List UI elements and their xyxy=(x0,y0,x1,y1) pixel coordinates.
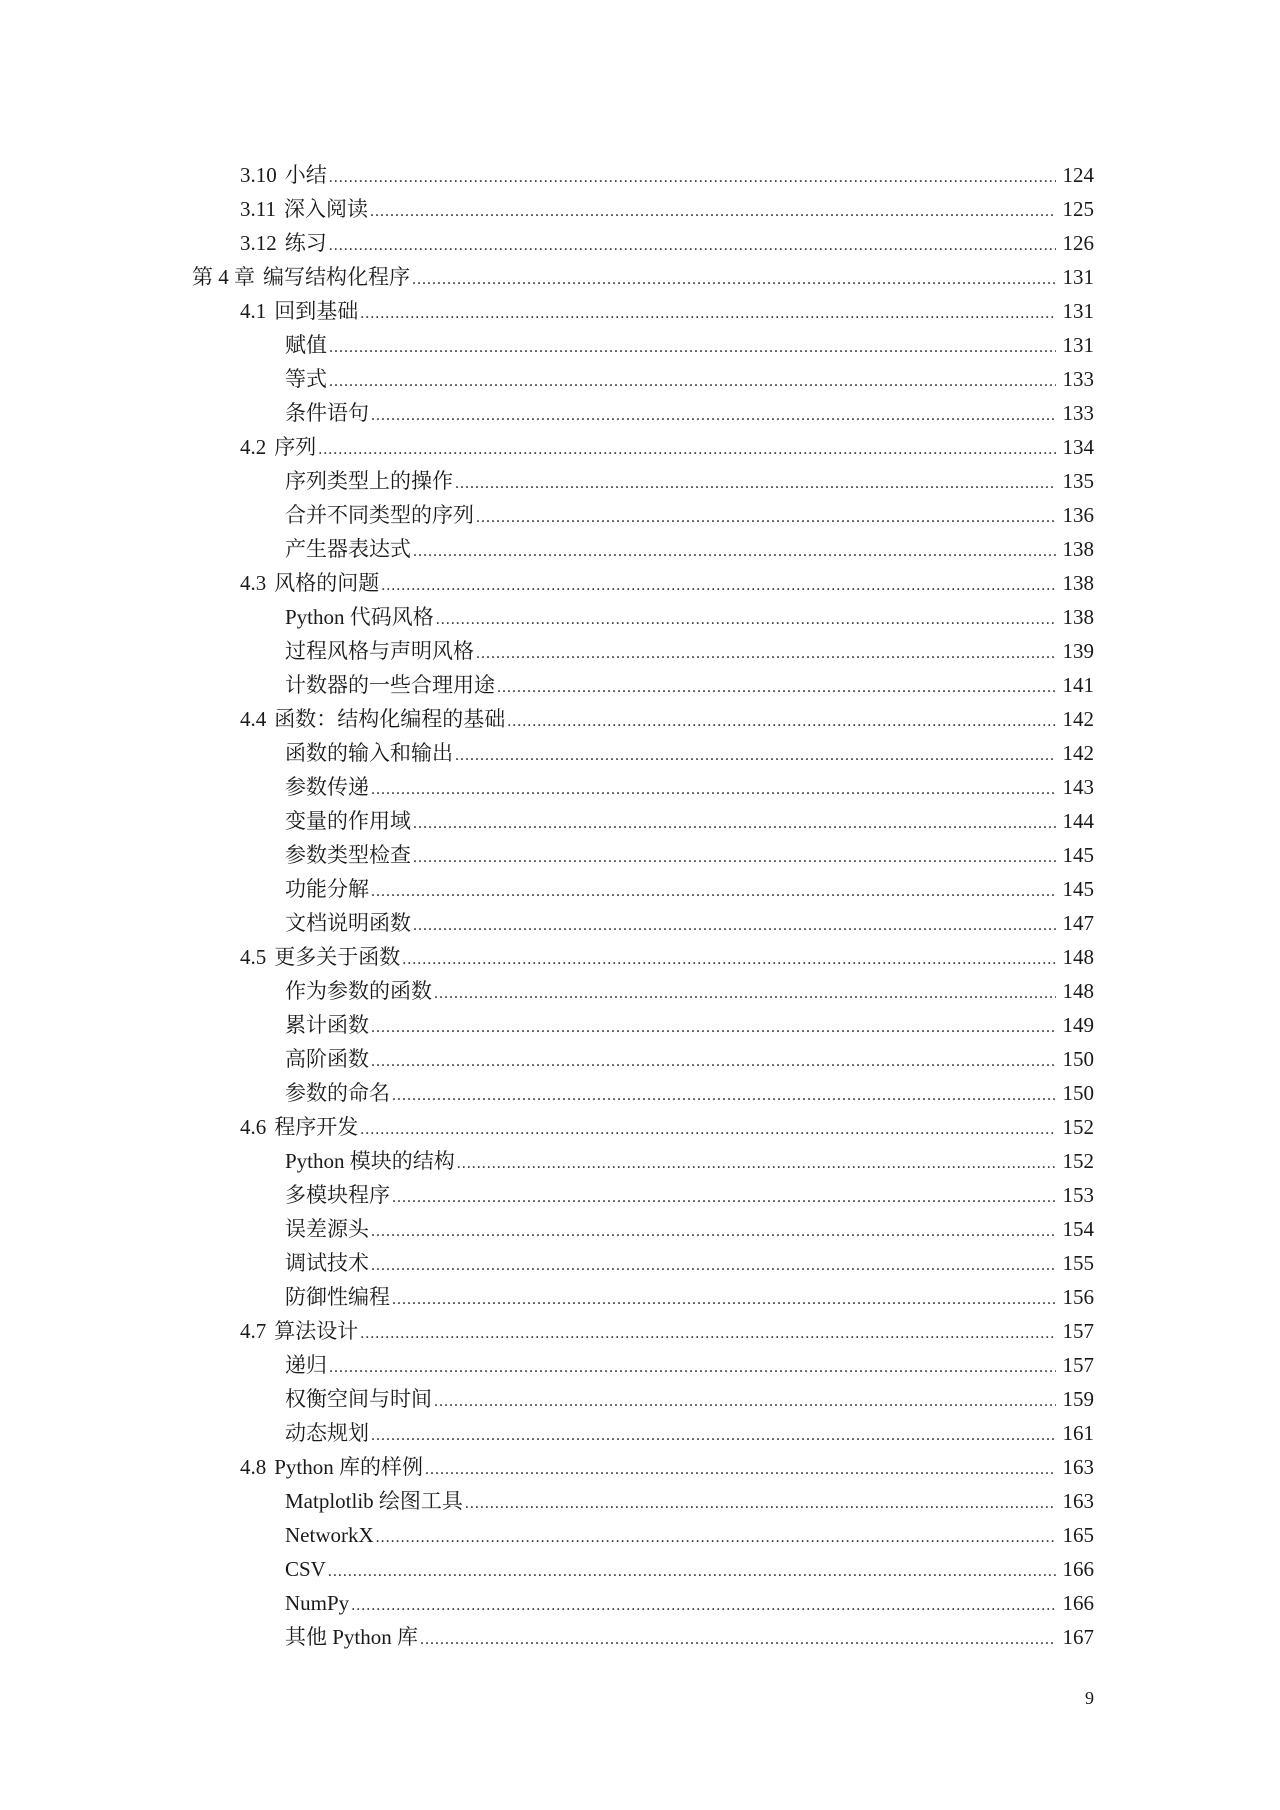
dot-leader xyxy=(371,875,1056,909)
toc-entry xyxy=(0,804,1280,838)
toc-entry-page: 152 xyxy=(1062,1149,1094,1173)
toc-entry-title: 算法设计 xyxy=(274,1319,359,1343)
toc-entry xyxy=(0,532,1280,566)
dot-leader xyxy=(413,841,1056,875)
toc-entry-label xyxy=(285,1076,392,1110)
toc-entry-number: 4.4 xyxy=(240,707,267,731)
dot-leader xyxy=(371,1045,1056,1079)
toc-entry xyxy=(0,566,1280,600)
dot-leader xyxy=(360,297,1056,331)
toc-entry xyxy=(0,906,1280,940)
dot-leader xyxy=(371,1249,1056,1283)
toc-entry xyxy=(0,362,1280,396)
toc-entry-title: 函数的输入和输出 xyxy=(285,741,453,765)
toc-entry xyxy=(0,1110,1280,1144)
dot-leader xyxy=(455,739,1056,773)
toc-entry-label xyxy=(240,566,381,600)
dot-leader xyxy=(413,909,1056,943)
toc-entry-label xyxy=(285,736,455,770)
toc-entry-page: 166 xyxy=(1062,1557,1094,1581)
toc-entry-number: 3.12 xyxy=(240,231,277,255)
toc-entry-page: 134 xyxy=(1062,435,1094,459)
toc-entry-page: 144 xyxy=(1062,809,1094,833)
toc-entry-label xyxy=(285,1144,457,1178)
toc-entry-label xyxy=(285,1042,371,1076)
toc-entry-label xyxy=(285,668,497,702)
toc-entry-page: 135 xyxy=(1062,469,1094,493)
toc-entry-title: 参数类型检查 xyxy=(285,843,411,867)
toc-entry-page: 145 xyxy=(1062,877,1094,901)
toc-entry-page: 131 xyxy=(1062,333,1094,357)
toc-entry-page: 142 xyxy=(1062,707,1094,731)
toc-entry xyxy=(0,192,1280,226)
toc-entry-title: 深入阅读 xyxy=(283,197,368,221)
toc-entry-number: 4.2 xyxy=(240,435,267,459)
toc-entry xyxy=(0,1246,1280,1280)
dot-leader xyxy=(328,1555,1056,1589)
toc-entry-label xyxy=(285,1552,328,1586)
toc-entry-page: 138 xyxy=(1062,537,1094,561)
toc-entry-title: 多模块程序 xyxy=(285,1183,390,1207)
dot-leader xyxy=(402,943,1056,977)
toc-entry-page: 154 xyxy=(1062,1217,1094,1241)
toc-entry xyxy=(0,1314,1280,1348)
toc-entry-page: 133 xyxy=(1062,367,1094,391)
dot-leader xyxy=(371,773,1056,807)
toc-entry-label xyxy=(240,226,329,260)
toc-entry-title: 程序开发 xyxy=(274,1115,359,1139)
toc-entry-page: 161 xyxy=(1062,1421,1094,1445)
toc-entry-page: 142 xyxy=(1062,741,1094,765)
toc-entry-page: 150 xyxy=(1062,1047,1094,1071)
toc-entry-page: 139 xyxy=(1062,639,1094,663)
toc-entry-page: 150 xyxy=(1062,1081,1094,1105)
toc-entry-page: 157 xyxy=(1062,1353,1094,1377)
toc-entry-number: 4.5 xyxy=(240,945,267,969)
toc-entry-label xyxy=(285,1008,371,1042)
toc-entry xyxy=(0,1620,1280,1654)
toc-entry-label xyxy=(285,1280,392,1314)
toc-entry-page: 143 xyxy=(1062,775,1094,799)
dot-leader xyxy=(413,535,1056,569)
toc-entry-page: 131 xyxy=(1062,265,1094,289)
toc-entry-title: 赋值 xyxy=(285,333,327,357)
toc-entry-page: 156 xyxy=(1062,1285,1094,1309)
dot-leader xyxy=(381,569,1056,603)
toc-entry-title: Python 代码风格 xyxy=(285,605,434,629)
toc-entry-title: Python 库的样例 xyxy=(274,1455,424,1479)
toc-entry-label xyxy=(285,974,434,1008)
toc-entry-label xyxy=(285,804,413,838)
toc-entry-title: 文档说明函数 xyxy=(285,911,411,935)
dot-leader xyxy=(371,1011,1056,1045)
dot-leader xyxy=(318,433,1056,467)
dot-leader xyxy=(329,161,1056,195)
dot-leader xyxy=(392,1181,1056,1215)
toc-entry-page: 125 xyxy=(1062,197,1094,221)
toc-entry-title: 高阶函数 xyxy=(285,1047,369,1071)
dot-leader xyxy=(420,1623,1056,1657)
toc-entry-title: 等式 xyxy=(285,367,327,391)
toc-entry-title: Python 模块的结构 xyxy=(285,1149,455,1173)
dot-leader xyxy=(360,1113,1056,1147)
toc-entry xyxy=(0,872,1280,906)
toc-entry-page: 163 xyxy=(1062,1489,1094,1513)
toc-entry-page: 163 xyxy=(1062,1455,1094,1479)
toc-entry xyxy=(0,1450,1280,1484)
toc-entry-label xyxy=(285,532,413,566)
toc-entry-label xyxy=(285,600,436,634)
toc-entry-title: CSV xyxy=(285,1557,326,1581)
dot-leader xyxy=(371,1215,1056,1249)
toc-entry-page: 153 xyxy=(1062,1183,1094,1207)
toc-entry-label xyxy=(240,430,318,464)
toc-entry-title: 回到基础 xyxy=(274,299,359,323)
toc-entry-page: 124 xyxy=(1062,163,1094,187)
toc-entry-page: 166 xyxy=(1062,1591,1094,1615)
toc-entry-page: 131 xyxy=(1062,299,1094,323)
toc-entry-label xyxy=(240,1110,360,1144)
toc-entry-title: NetworkX xyxy=(285,1523,374,1547)
toc-entry-label xyxy=(240,1450,425,1484)
toc-entry-title: 风格的问题 xyxy=(274,571,380,595)
toc-entry-label xyxy=(285,1212,371,1246)
toc-entry-title: 更多关于函数 xyxy=(274,945,401,969)
toc-entry-title: 合并不同类型的序列 xyxy=(285,503,474,527)
dot-leader xyxy=(412,263,1056,297)
toc-entry-number: 4.7 xyxy=(240,1319,267,1343)
toc-entry xyxy=(0,1008,1280,1042)
toc-entry-page: 145 xyxy=(1062,843,1094,867)
toc-entry-title: 计数器的一些合理用途 xyxy=(285,673,495,697)
toc-entry-title: 编写结构化程序 xyxy=(263,265,410,289)
toc-entry-title: 函数：结构化编程的基础 xyxy=(274,707,506,731)
dot-leader xyxy=(465,1487,1056,1521)
toc-entry-page: 133 xyxy=(1062,401,1094,425)
toc-entry-label xyxy=(285,1178,392,1212)
toc-entry-label xyxy=(285,1518,376,1552)
dot-leader xyxy=(497,671,1056,705)
toc-entry-label xyxy=(285,1382,434,1416)
toc-entry-page: 147 xyxy=(1062,911,1094,935)
dot-leader xyxy=(371,1419,1056,1453)
toc-entry-number: 第 4 章 xyxy=(192,265,255,289)
toc-entry xyxy=(0,226,1280,260)
toc-entry-label xyxy=(285,1620,420,1654)
toc-entry xyxy=(0,1382,1280,1416)
toc-entry xyxy=(0,1212,1280,1246)
dot-leader xyxy=(370,195,1056,229)
toc-entry-title: 参数传递 xyxy=(285,775,369,799)
toc-entry-label xyxy=(240,1314,360,1348)
toc-entry-label xyxy=(240,158,329,192)
toc-entry-page: 141 xyxy=(1062,673,1094,697)
dot-leader xyxy=(392,1079,1056,1113)
toc-entry-title: 序列 xyxy=(274,435,317,459)
toc-entry xyxy=(0,1178,1280,1212)
toc-entry-title: 功能分解 xyxy=(285,877,369,901)
dot-leader xyxy=(455,467,1056,501)
toc-entry-label xyxy=(285,838,413,872)
toc-entry-label xyxy=(285,1246,371,1280)
toc-entry-label xyxy=(285,328,329,362)
toc-entry xyxy=(0,702,1280,736)
toc-entry xyxy=(0,1348,1280,1382)
toc-entry-title: NumPy xyxy=(285,1591,350,1615)
toc-entry-label xyxy=(240,192,370,226)
toc-entry-title: 误差源头 xyxy=(285,1217,369,1241)
toc-entry-page: 159 xyxy=(1062,1387,1094,1411)
toc-entry xyxy=(0,294,1280,328)
toc-entry-label xyxy=(240,702,507,736)
toc-entry-title: 过程风格与声明风格 xyxy=(285,639,474,663)
toc-entry-number: 4.1 xyxy=(240,299,267,323)
toc-entry-page: 148 xyxy=(1062,979,1094,1003)
toc-entry-label xyxy=(285,1484,465,1518)
toc-entry xyxy=(0,1518,1280,1552)
toc-entry-page: 148 xyxy=(1062,945,1094,969)
dot-leader xyxy=(476,501,1056,535)
toc-entry xyxy=(0,634,1280,668)
toc-entry-label xyxy=(240,940,402,974)
dot-leader xyxy=(436,603,1056,637)
toc-entry xyxy=(0,838,1280,872)
dot-leader xyxy=(329,1351,1056,1385)
toc-entry-number: 3.11 xyxy=(240,197,276,221)
toc-entry-title: 其他 Python 库 xyxy=(285,1625,419,1649)
toc-entry-title: 变量的作用域 xyxy=(285,809,411,833)
dot-leader xyxy=(434,977,1056,1011)
toc-entry xyxy=(0,1280,1280,1314)
table-of-contents xyxy=(0,158,1280,1654)
toc-entry-label xyxy=(285,872,371,906)
toc-entry-label xyxy=(285,634,476,668)
toc-entry xyxy=(0,1484,1280,1518)
toc-entry-page: 126 xyxy=(1062,231,1094,255)
dot-leader xyxy=(329,331,1056,365)
toc-entry xyxy=(0,1552,1280,1586)
toc-entry xyxy=(0,158,1280,192)
toc-entry-page: 138 xyxy=(1062,605,1094,629)
toc-entry xyxy=(0,940,1280,974)
toc-entry-title: 条件语句 xyxy=(285,401,369,425)
toc-entry-page: 138 xyxy=(1062,571,1094,595)
dot-leader xyxy=(371,399,1056,433)
dot-leader xyxy=(329,365,1056,399)
toc-entry xyxy=(0,1076,1280,1110)
toc-entry xyxy=(0,498,1280,532)
dot-leader xyxy=(329,229,1056,263)
toc-entry xyxy=(0,464,1280,498)
toc-entry-number: 3.10 xyxy=(240,163,277,187)
toc-entry xyxy=(0,430,1280,464)
toc-entry-label xyxy=(285,362,329,396)
toc-entry xyxy=(0,1586,1280,1620)
toc-entry xyxy=(0,600,1280,634)
toc-entry xyxy=(0,260,1280,294)
toc-entry-title: 权衡空间与时间 xyxy=(285,1387,432,1411)
toc-entry xyxy=(0,974,1280,1008)
toc-entry-page: 149 xyxy=(1062,1013,1094,1037)
dot-leader xyxy=(376,1521,1056,1555)
toc-entry xyxy=(0,1144,1280,1178)
toc-entry-label xyxy=(285,1586,351,1620)
toc-entry-number: 4.6 xyxy=(240,1115,267,1139)
toc-entry-title: 调试技术 xyxy=(285,1251,369,1275)
toc-entry-title: 递归 xyxy=(285,1353,327,1377)
toc-entry-title: 作为参数的函数 xyxy=(285,979,432,1003)
toc-entry-title: 序列类型上的操作 xyxy=(285,469,453,493)
toc-entry-label xyxy=(285,498,476,532)
toc-entry-title: 累计函数 xyxy=(285,1013,369,1037)
toc-entry-page: 136 xyxy=(1062,503,1094,527)
toc-entry-number: 4.8 xyxy=(240,1455,267,1479)
toc-entry-label xyxy=(285,396,371,430)
toc-entry-page: 165 xyxy=(1062,1523,1094,1547)
toc-entry-label xyxy=(285,770,371,804)
toc-entry-label xyxy=(285,1416,371,1450)
toc-entry-title: 参数的命名 xyxy=(285,1081,390,1105)
toc-entry-title: 动态规划 xyxy=(285,1421,369,1445)
dot-leader xyxy=(392,1283,1056,1317)
toc-entry-number: 4.3 xyxy=(240,571,267,595)
toc-entry-page: 157 xyxy=(1062,1319,1094,1343)
toc-entry xyxy=(0,736,1280,770)
dot-leader xyxy=(425,1453,1056,1487)
dot-leader xyxy=(351,1589,1056,1623)
toc-entry-label xyxy=(240,294,360,328)
toc-entry-page: 152 xyxy=(1062,1115,1094,1139)
toc-entry-page: 155 xyxy=(1062,1251,1094,1275)
toc-entry xyxy=(0,770,1280,804)
toc-entry xyxy=(0,1042,1280,1076)
toc-entry-label xyxy=(285,464,455,498)
toc-entry-label xyxy=(285,906,413,940)
dot-leader xyxy=(434,1385,1056,1419)
toc-entry-label xyxy=(285,1348,329,1382)
toc-entry-title: Matplotlib 绘图工具 xyxy=(285,1489,463,1513)
dot-leader xyxy=(457,1147,1056,1181)
toc-entry-page: 167 xyxy=(1062,1625,1094,1649)
toc-entry xyxy=(0,396,1280,430)
toc-entry-title: 产生器表达式 xyxy=(285,537,411,561)
dot-leader xyxy=(476,637,1056,671)
toc-entry-label xyxy=(192,260,412,294)
dot-leader xyxy=(507,705,1056,739)
toc-entry-title: 练习 xyxy=(284,231,327,255)
toc-entry xyxy=(0,1416,1280,1450)
toc-entry xyxy=(0,328,1280,362)
toc-entry xyxy=(0,668,1280,702)
dot-leader xyxy=(360,1317,1056,1351)
dot-leader xyxy=(413,807,1056,841)
page-number: 9 xyxy=(1085,1688,1094,1708)
toc-entry-title: 小结 xyxy=(284,163,327,187)
toc-entry-title: 防御性编程 xyxy=(285,1285,390,1309)
